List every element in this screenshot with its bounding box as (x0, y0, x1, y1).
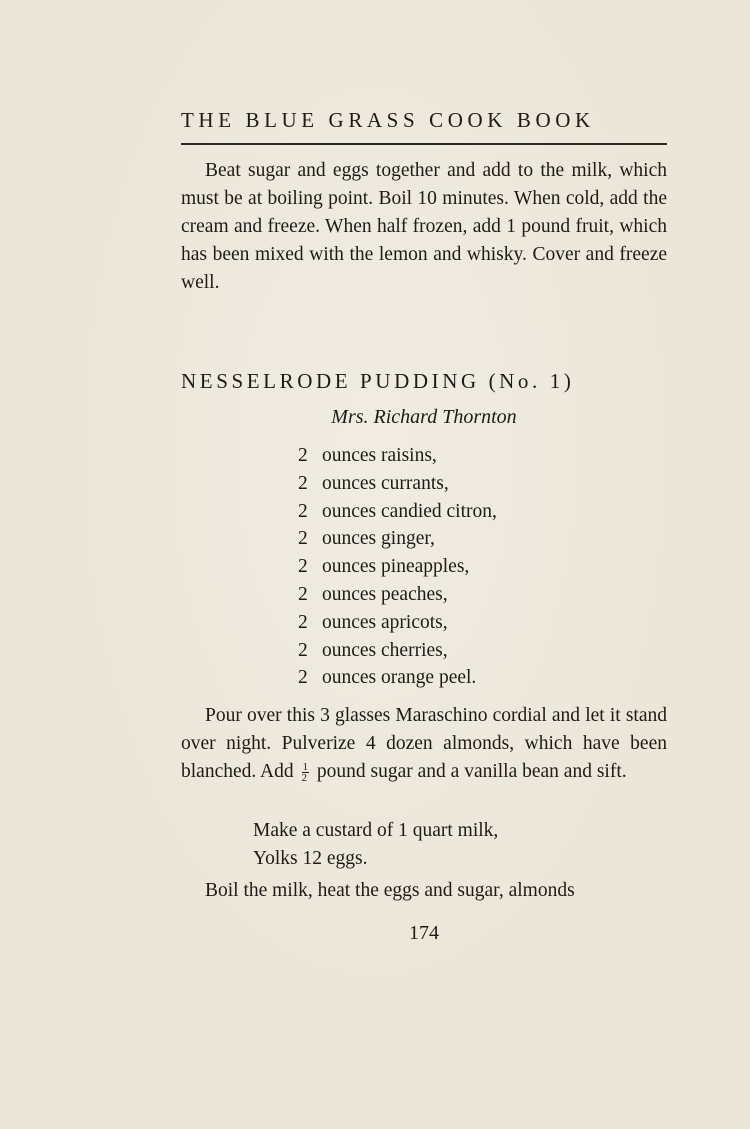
custard-line: Yolks 12 eggs. (253, 848, 368, 869)
ingredient-qty: 2 (298, 500, 308, 522)
ingredient-text: ounces raisins, (322, 445, 437, 466)
ingredient-text: ounces orange peel. (322, 667, 477, 689)
ingredient-list (298, 442, 497, 692)
ingredient-text: ounces apricots, (322, 611, 448, 633)
ingredient-qty: 2 (298, 639, 308, 661)
page-number: 174 (409, 922, 439, 944)
method-text-after-fraction: pound sugar and a vanilla bean and sift. (316, 761, 627, 782)
ingredient-item (298, 498, 497, 526)
ingredient-qty: 2 (298, 528, 308, 550)
ingredient-qty: 2 (298, 667, 308, 689)
ingredient-item (298, 553, 497, 581)
running-head: THE BLUE GRASS COOK BOOK (181, 108, 595, 132)
ingredient-qty: 2 (298, 556, 308, 578)
final-paragraph (181, 877, 667, 905)
ingredient-qty: 2 (298, 583, 308, 605)
ingredient-text: ounces cherries, (322, 639, 448, 661)
custard-line: Make a custard of 1 quart milk, (253, 820, 499, 841)
ingredient-item (298, 525, 497, 553)
method-text-before-fraction: Pour over this 3 glasses Maraschino cordial and let it stand over night. Pulverize 4 dozen almonds, which have been blanched. Add (181, 705, 667, 782)
half-fraction (302, 762, 310, 783)
ingredient-text: ounces candied citron, (322, 500, 497, 522)
fraction-denominator: 2 (301, 772, 308, 785)
intro-paragraph (181, 157, 667, 297)
ingredient-qty: 2 (298, 445, 308, 466)
ingredient-text: ounces ginger, (322, 528, 435, 550)
ingredient-text: ounces peaches, (322, 583, 448, 605)
intro-paragraph-text: Beat sugar and eggs together and add to the milk, which must be at boiling point. Boil 10 minutes. When cold, add the cream and freeze. When half frozen, add 1 pound fruit, which has been mixed with the lemon and whisky. Cover and freeze well. (181, 160, 667, 293)
recipe-title: NESSELRODE PUDDING (No. 1) (181, 369, 575, 393)
recipe-attribution: Mrs. Richard Thornton (331, 406, 517, 428)
ingredient-qty: 2 (298, 611, 308, 633)
ingredient-item (298, 581, 497, 609)
ingredient-item (298, 637, 497, 665)
final-paragraph-text: Boil the milk, heat the eggs and sugar, almonds (205, 880, 575, 901)
method-paragraph (181, 702, 667, 786)
custard-instructions (253, 817, 498, 873)
ingredient-item (298, 609, 497, 637)
ingredient-item (298, 442, 497, 470)
ingredient-text: ounces pineapples, (322, 556, 470, 578)
ingredient-qty: 2 (298, 472, 308, 494)
header-rule (181, 143, 667, 145)
ingredient-text: ounces currants, (322, 472, 449, 494)
fraction-numerator: 1 (302, 761, 309, 774)
ingredient-item (298, 664, 497, 692)
ingredient-item (298, 470, 497, 498)
